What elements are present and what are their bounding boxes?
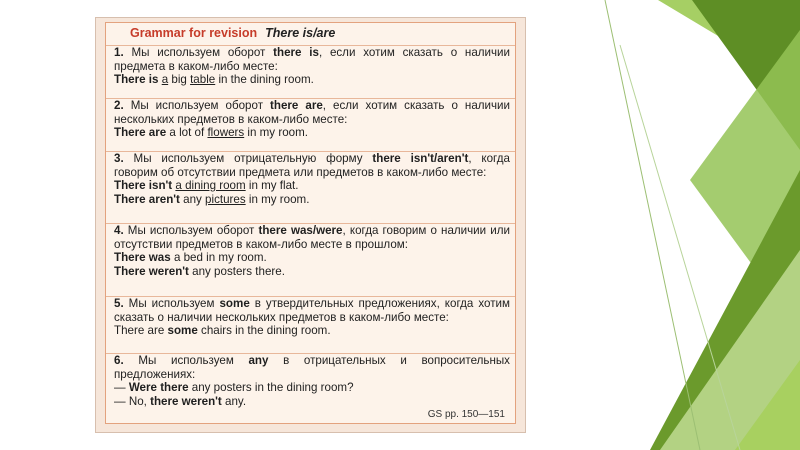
rule-text: 5. Мы используем some в утвердительных предложениях, когда хотим сказать о наличии нескольких предметов в каком-либо месте: <box>114 297 510 324</box>
example-line: There is a big table in the dining room. <box>114 73 314 87</box>
rule-section-5 <box>106 296 515 338</box>
rule-text: 1. Мы используем оборот there is, если хотим сказать о наличии предмета в каком-либо месте: <box>114 46 511 73</box>
rule-text: 3. Мы используем отрицательную форму there isn't/aren't, когда говорим об отсутствии предмета или предметов в каком-либо месте: <box>114 152 510 179</box>
grammar-title <box>130 26 335 40</box>
rule-text: 2. Мы используем оборот there are, если хотим сказать о наличии нескольких предметов в каком-либо месте: <box>114 99 510 126</box>
grammar-box <box>105 22 516 424</box>
decor-line-1 <box>605 0 700 450</box>
title-label: Grammar for revision <box>130 26 258 40</box>
rule-section-4 <box>106 223 515 278</box>
example-line: There weren't any posters there. <box>114 264 285 278</box>
example-line: There are some chairs in the dining room. <box>114 324 331 338</box>
title-topic: There is/are <box>265 26 336 40</box>
rule-section-1 <box>106 45 515 87</box>
rule-section-6 <box>106 353 515 408</box>
page-reference: GS pp. 150—151 <box>427 409 505 420</box>
example-line: There are a lot of flowers in my room. <box>114 126 308 140</box>
example-line: — Were there any posters in the dining room? <box>114 381 354 395</box>
example-line: There was a bed in my room. <box>114 251 267 265</box>
decor-line-2 <box>620 45 740 450</box>
rule-text: 4. Мы используем оборот there was/were, когда говорим о наличии или отсутствии предметов в каком-либо месте в прошлом: <box>114 224 510 251</box>
example-line: — No, there weren't any. <box>114 394 247 408</box>
rule-text: 6. Мы используем any в отрицательных и вопросительных предложениях: <box>114 354 510 381</box>
example-line: There isn't a dining room in my flat. <box>114 179 299 193</box>
rule-section-2 <box>106 98 515 140</box>
example-line: There aren't any pictures in my room. <box>114 192 310 206</box>
rule-section-3 <box>106 151 515 206</box>
textbook-page-scan <box>95 17 526 433</box>
